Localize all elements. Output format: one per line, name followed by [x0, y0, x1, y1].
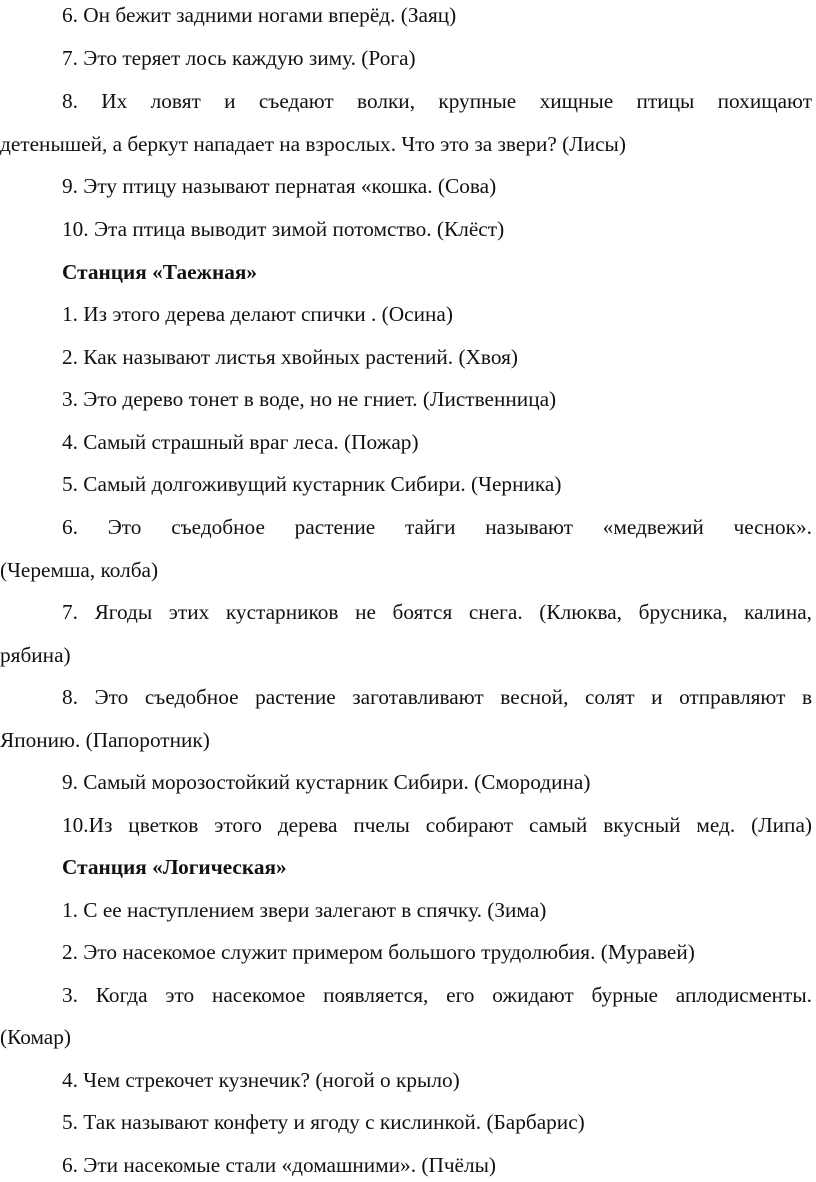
text-line: 8. Это съедобное растение заготавливают весной, солят и отправляют в	[62, 685, 812, 709]
text-line: 3. Это дерево тонет в воде, но не гниет. (Лиственница)	[62, 387, 557, 411]
text-line: 7. Это теряет лось каждую зиму. (Рога)	[62, 46, 416, 70]
text-line: рябина)	[0, 643, 71, 667]
text-line: 5. Так называют конфету и ягоду с кислинкой. (Барбарис)	[62, 1110, 585, 1134]
text-line: 10.Из цветков этого дерева пчелы собирают самый вкусный мед. (Липа)	[62, 813, 812, 837]
section-heading: Станция «Логическая»	[62, 855, 287, 879]
text-line: Японию. (Папоротник)	[0, 728, 210, 752]
text-line: 9. Самый морозостойкий кустарник Сибири. (Смородина)	[62, 770, 591, 794]
text-line: детенышей, а беркут нападает на взрослых. Что это за звери? (Лисы)	[0, 132, 626, 156]
section-heading: Станция «Таежная»	[62, 260, 258, 284]
text-line: (Комар)	[0, 1025, 72, 1049]
text-line: 9. Эту птицу называют пернатая «кошка. (Сова)	[62, 174, 497, 198]
text-line: 2. Как называют листья хвойных растений. (Хвоя)	[62, 345, 518, 369]
text-line: 4. Чем стрекочет кузнечик? (ногой о крыло)	[62, 1068, 460, 1092]
text-line: 3. Когда это насекомое появляется, его ожидают бурные аплодисменты.	[62, 983, 812, 1007]
text-line: 7. Ягоды этих кустарников не боятся снега. (Клюква, брусника, калина,	[62, 600, 812, 624]
text-line: 10. Эта птица выводит зимой потомство. (Клёст)	[62, 217, 505, 241]
text-line: 6. Он бежит задними ногами вперёд. (Заяц)	[62, 3, 457, 27]
text-line: 2. Это насекомое служит примером большого трудолюбия. (Муравей)	[62, 940, 695, 964]
text-line: (Черемша, колба)	[0, 558, 159, 582]
text-line: 6. Эти насекомые стали «домашними». (Пчёлы)	[62, 1153, 497, 1177]
text-line: 6. Это съедобное растение тайги называют «медвежий чеснок».	[62, 515, 812, 539]
text-line: 5. Самый долгоживущий кустарник Сибири. (Черника)	[62, 472, 562, 496]
text-line: 1. Из этого дерева делают спички . (Осина)	[62, 302, 453, 326]
text-line: 8. Их ловят и съедают волки, крупные хищные птицы похищают	[62, 89, 812, 113]
text-line: 4. Самый страшный враг леса. (Пожар)	[62, 430, 419, 454]
text-line: 1. С ее наступлением звери залегают в спячку. (Зима)	[62, 898, 547, 922]
